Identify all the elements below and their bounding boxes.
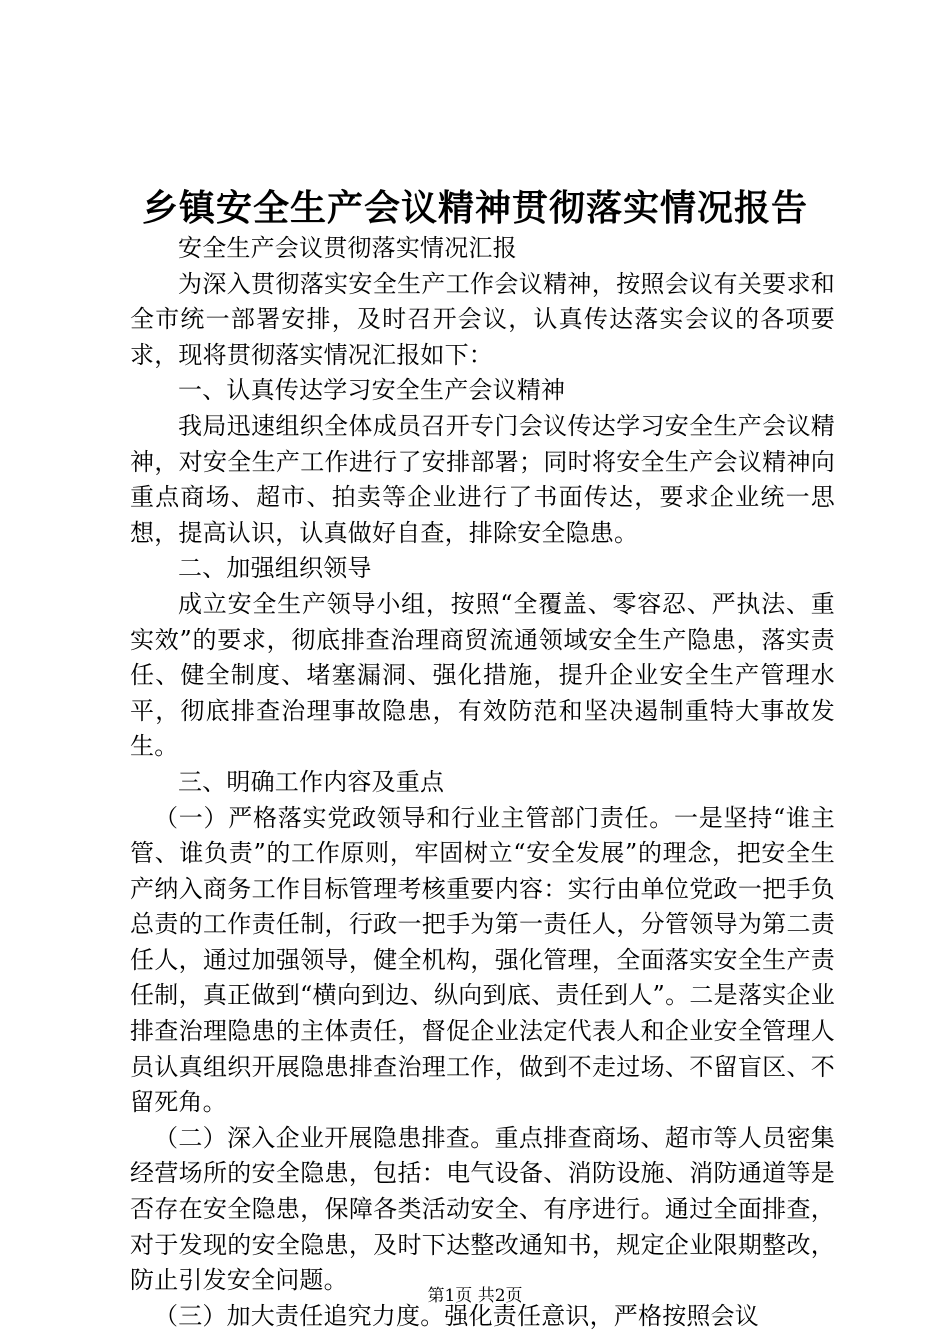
section-heading-3: 三、明确工作内容及重点 <box>178 767 445 796</box>
intro-paragraph: 为深入贯彻落实安全生产工作会议精神，按照会议有关要求和全市统一部署安排，及时召开会议，认真传达落实会议的各项要求，现将贯彻落实情况汇报如下： <box>130 269 835 369</box>
subsection-1-paragraph: （一）严格落实党政领导和行业主管部门责任。一是坚持“谁主管、谁负责”的工作原则，牢固树立“安全发展”的理念，把安全生产纳入商务工作目标管理考核重要内容：实行由单位党政一把手负总责的工作责任制，行政一把手为第一责任人，分管领导为第二责任人，通过加强领导，健全机构，强化管理，全面落实安全生产责任制，真正做到“横向到边、纵向到底、责任到人”。二是落实企业排查治理隐患的主体责任，督促企业法定代表人和企业安全管理人员认真组织开展隐患排查治理工作，做到不走过场、不留盲区、不留死角。 <box>130 803 835 1117</box>
section-2-paragraph: 成立安全生产领导小组，按照“全覆盖、零容忍、严执法、重实效”的要求，彻底排查治理商贸流通领域安全生产隐患，落实责任、健全制度、堵塞漏洞、强化措施，提升企业安全生产管理水平，彻底排查治理事故隐患，有效防范和坚决遏制重特大事故发生。 <box>130 589 835 761</box>
subsection-3-paragraph: （三）加大责任追究力度。强化责任意识，严格按照会议 <box>154 1301 759 1330</box>
section-1-paragraph: 我局迅速组织全体成员召开专门会议传达学习安全生产会议精神，对安全生产工作进行了安排部署；同时将安全生产会议精神向重点商场、超市、拍卖等企业进行了书面传达，要求企业统一思想，提高认识，认真做好自查，排除安全隐患。 <box>130 411 835 547</box>
section-heading-2: 二、加强组织领导 <box>178 554 372 583</box>
page-number-footer: 第1页 共2页 <box>427 1286 523 1306</box>
section-heading-1: 一、认真传达学习安全生产会议精神 <box>178 376 566 405</box>
document-title: 乡镇安全生产会议精神贯彻落实情况报告 <box>141 187 808 229</box>
report-subtitle: 安全生产会议贯彻落实情况汇报 <box>178 234 517 262</box>
document-body <box>130 231 835 1334</box>
subsection-2-paragraph: （二）深入企业开展隐患排查。重点排查商场、超市等人员密集经营场所的安全隐患，包括：电气设备、消防设施、消防通道等是否存在安全隐患，保障各类活动安全、有序进行。通过全面排查，对于发现的安全隐患，及时下达整改通知书，规定企业限期整改，防止引发安全问题。 <box>130 1123 835 1295</box>
